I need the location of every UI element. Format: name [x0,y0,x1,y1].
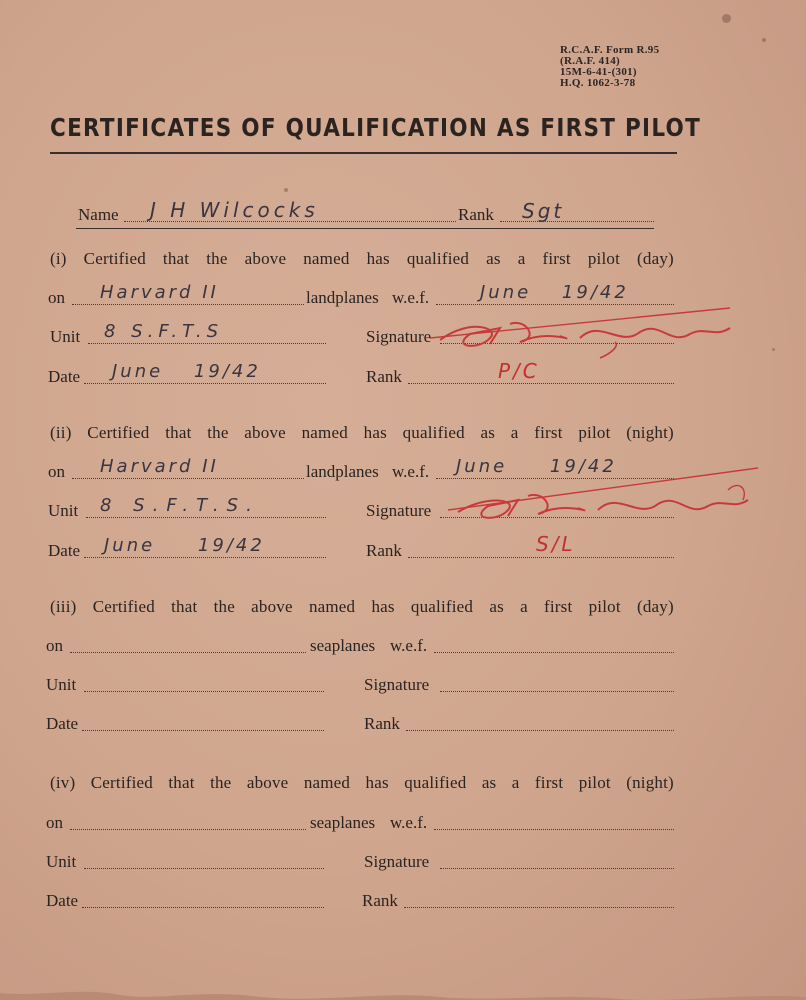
date-label: Date [48,541,81,560]
date-handwritten: June 19/42 [104,535,265,556]
rank-label: Rank [366,367,402,386]
statement-word: as [489,597,504,616]
statement-word: that [162,249,190,268]
statement-word: has [363,423,387,442]
signature-label: Signature [366,501,432,520]
signing-rank-handwritten: S/L [536,532,576,556]
statement-word: (day) [636,597,674,616]
name-handwritten: J H Wilcocks [150,198,319,222]
statement-word: above [244,423,286,442]
statement-word: first [534,773,564,792]
section-ii-statement [50,423,674,443]
rank-dotted-line [406,730,674,731]
statement-word: pilot [588,597,621,616]
date-label: Date [48,367,81,386]
date-dotted-line [82,907,324,908]
statement-word: (night) [626,423,674,442]
officer-signature [448,460,768,550]
section-numeral: (ii) [50,423,72,442]
statement-word: (day) [637,249,674,268]
statement-word: the [207,423,229,442]
unit-handwritten: 8 S.F.T.S. [100,495,260,516]
statement-word: the [213,597,235,616]
wef-label: w.e.f. [392,288,430,307]
statement-word: qualified [402,423,465,442]
statement-word: named [308,597,356,616]
date-label: Date [46,891,79,910]
form-ref-line: (R.A.F. 414) [560,55,621,67]
statement-word: qualified [410,597,474,616]
statement-word: named [303,249,350,268]
date-dotted-line [84,557,326,558]
title-underline [50,152,677,154]
unit-dotted-line [84,691,324,692]
statement-word: qualified [404,773,467,792]
on-dotted-line [70,652,306,653]
craft-label: seaplanes [310,813,376,832]
on-label: on [48,288,65,307]
wef-label: w.e.f. [392,462,430,481]
wef-label: w.e.f. [390,636,428,655]
statement-word: the [210,773,232,792]
date-label: Date [46,714,79,733]
section-numeral: (iii) [50,597,77,616]
statement-word: pilot [578,773,611,792]
signature-label: Signature [364,852,430,871]
torn-paper-edge [0,975,806,1000]
rank-label: Rank [458,205,494,224]
wef-dotted-line [434,652,674,653]
wef-handwritten: June 19/42 [456,456,617,477]
statement-word: that [171,597,198,616]
unit-dotted-line [84,868,324,869]
form-ref-line: R.C.A.F. Form R.95 [560,44,660,56]
signature-label: Signature [364,675,430,694]
date-dotted-line [84,383,326,384]
form-ref-line: H.Q. 1062-3-78 [560,77,636,89]
section-numeral: (iv) [50,773,76,792]
rank-label: Rank [362,891,398,910]
unit-dotted-line [86,517,326,518]
date-dotted-line [82,730,324,731]
date-handwritten: June 19/42 [112,361,261,382]
on-dotted-line [72,478,304,479]
statement-word: as [480,423,496,442]
stain-mark [722,14,731,23]
statement-word: above [251,597,293,616]
statement-word: a [517,249,526,268]
on-dotted-line [72,304,304,305]
form-reference [560,45,659,89]
stain-mark [772,348,775,351]
statement-word: a [520,597,528,616]
unit-label: Unit [46,675,77,694]
on-label: on [46,636,63,655]
header-underline [76,228,654,229]
statement-word: that [165,423,192,442]
signing-rank-handwritten: P/C [498,359,540,383]
form-ref-line: 15M-6-41-(301) [560,66,637,78]
rank-label: Rank [364,714,400,733]
statement-word: (night) [626,773,674,792]
statement-word: first [534,423,563,442]
on-label: on [46,813,63,832]
section-numeral: (i) [50,249,67,268]
unit-label: Unit [46,852,77,871]
unit-handwritten: 8 S.F.T.S [104,321,224,342]
signature-dotted-line [440,868,674,869]
statement-word: first [542,249,571,268]
wef-label: w.e.f. [390,813,428,832]
unit-label: Unit [48,501,79,520]
signature-dotted-line [440,691,674,692]
statement-word: has [371,597,395,616]
craft-label: seaplanes [310,636,376,655]
statement-word: a [510,423,519,442]
statement-word: the [206,249,228,268]
statement-word: above [244,249,287,268]
aircraft-handwritten: Harvard II [100,456,219,477]
statement-word: above [246,773,289,792]
statement-word: a [511,773,520,792]
stain-mark [762,38,766,42]
on-dotted-line [70,829,306,830]
statement-word: that [168,773,195,792]
on-label: on [48,462,65,481]
statement-word: first [544,597,573,616]
statement-word: pilot [578,423,611,442]
craft-label: landplanes [306,288,379,307]
signature-label: Signature [366,327,432,346]
rank-dotted-line [404,907,674,908]
aircraft-handwritten: Harvard II [100,282,219,303]
name-label: Name [78,205,119,224]
statement-word: as [481,773,497,792]
rank-dotted-line [408,557,674,558]
section-iv-statement [50,773,674,793]
statement-word: as [486,249,501,268]
rank-label: Rank [366,541,402,560]
statement-word: pilot [587,249,621,268]
section-iii-statement [50,597,674,617]
craft-label: landplanes [306,462,379,481]
page-title: CERTIFICATES OF QUALIFICATION AS FIRST PILOT [50,113,702,142]
statement-word: Certified [92,597,155,616]
statement-word: qualified [406,249,470,268]
wef-handwritten: June 19/42 [480,282,629,303]
rank-handwritten: Sgt [522,199,565,223]
statement-word: named [303,773,351,792]
statement-word: has [365,773,389,792]
wef-dotted-line [434,829,674,830]
statement-word: has [366,249,390,268]
statement-word: Certified [90,773,153,792]
stain-mark [284,188,288,192]
unit-label: Unit [50,327,81,346]
statement-word: named [301,423,348,442]
statement-word: Certified [87,423,150,442]
section-i-statement [50,249,674,269]
rank-dotted-line [408,383,674,384]
statement-word: Certified [83,249,146,268]
unit-dotted-line [88,343,326,344]
officer-signature [430,298,750,368]
